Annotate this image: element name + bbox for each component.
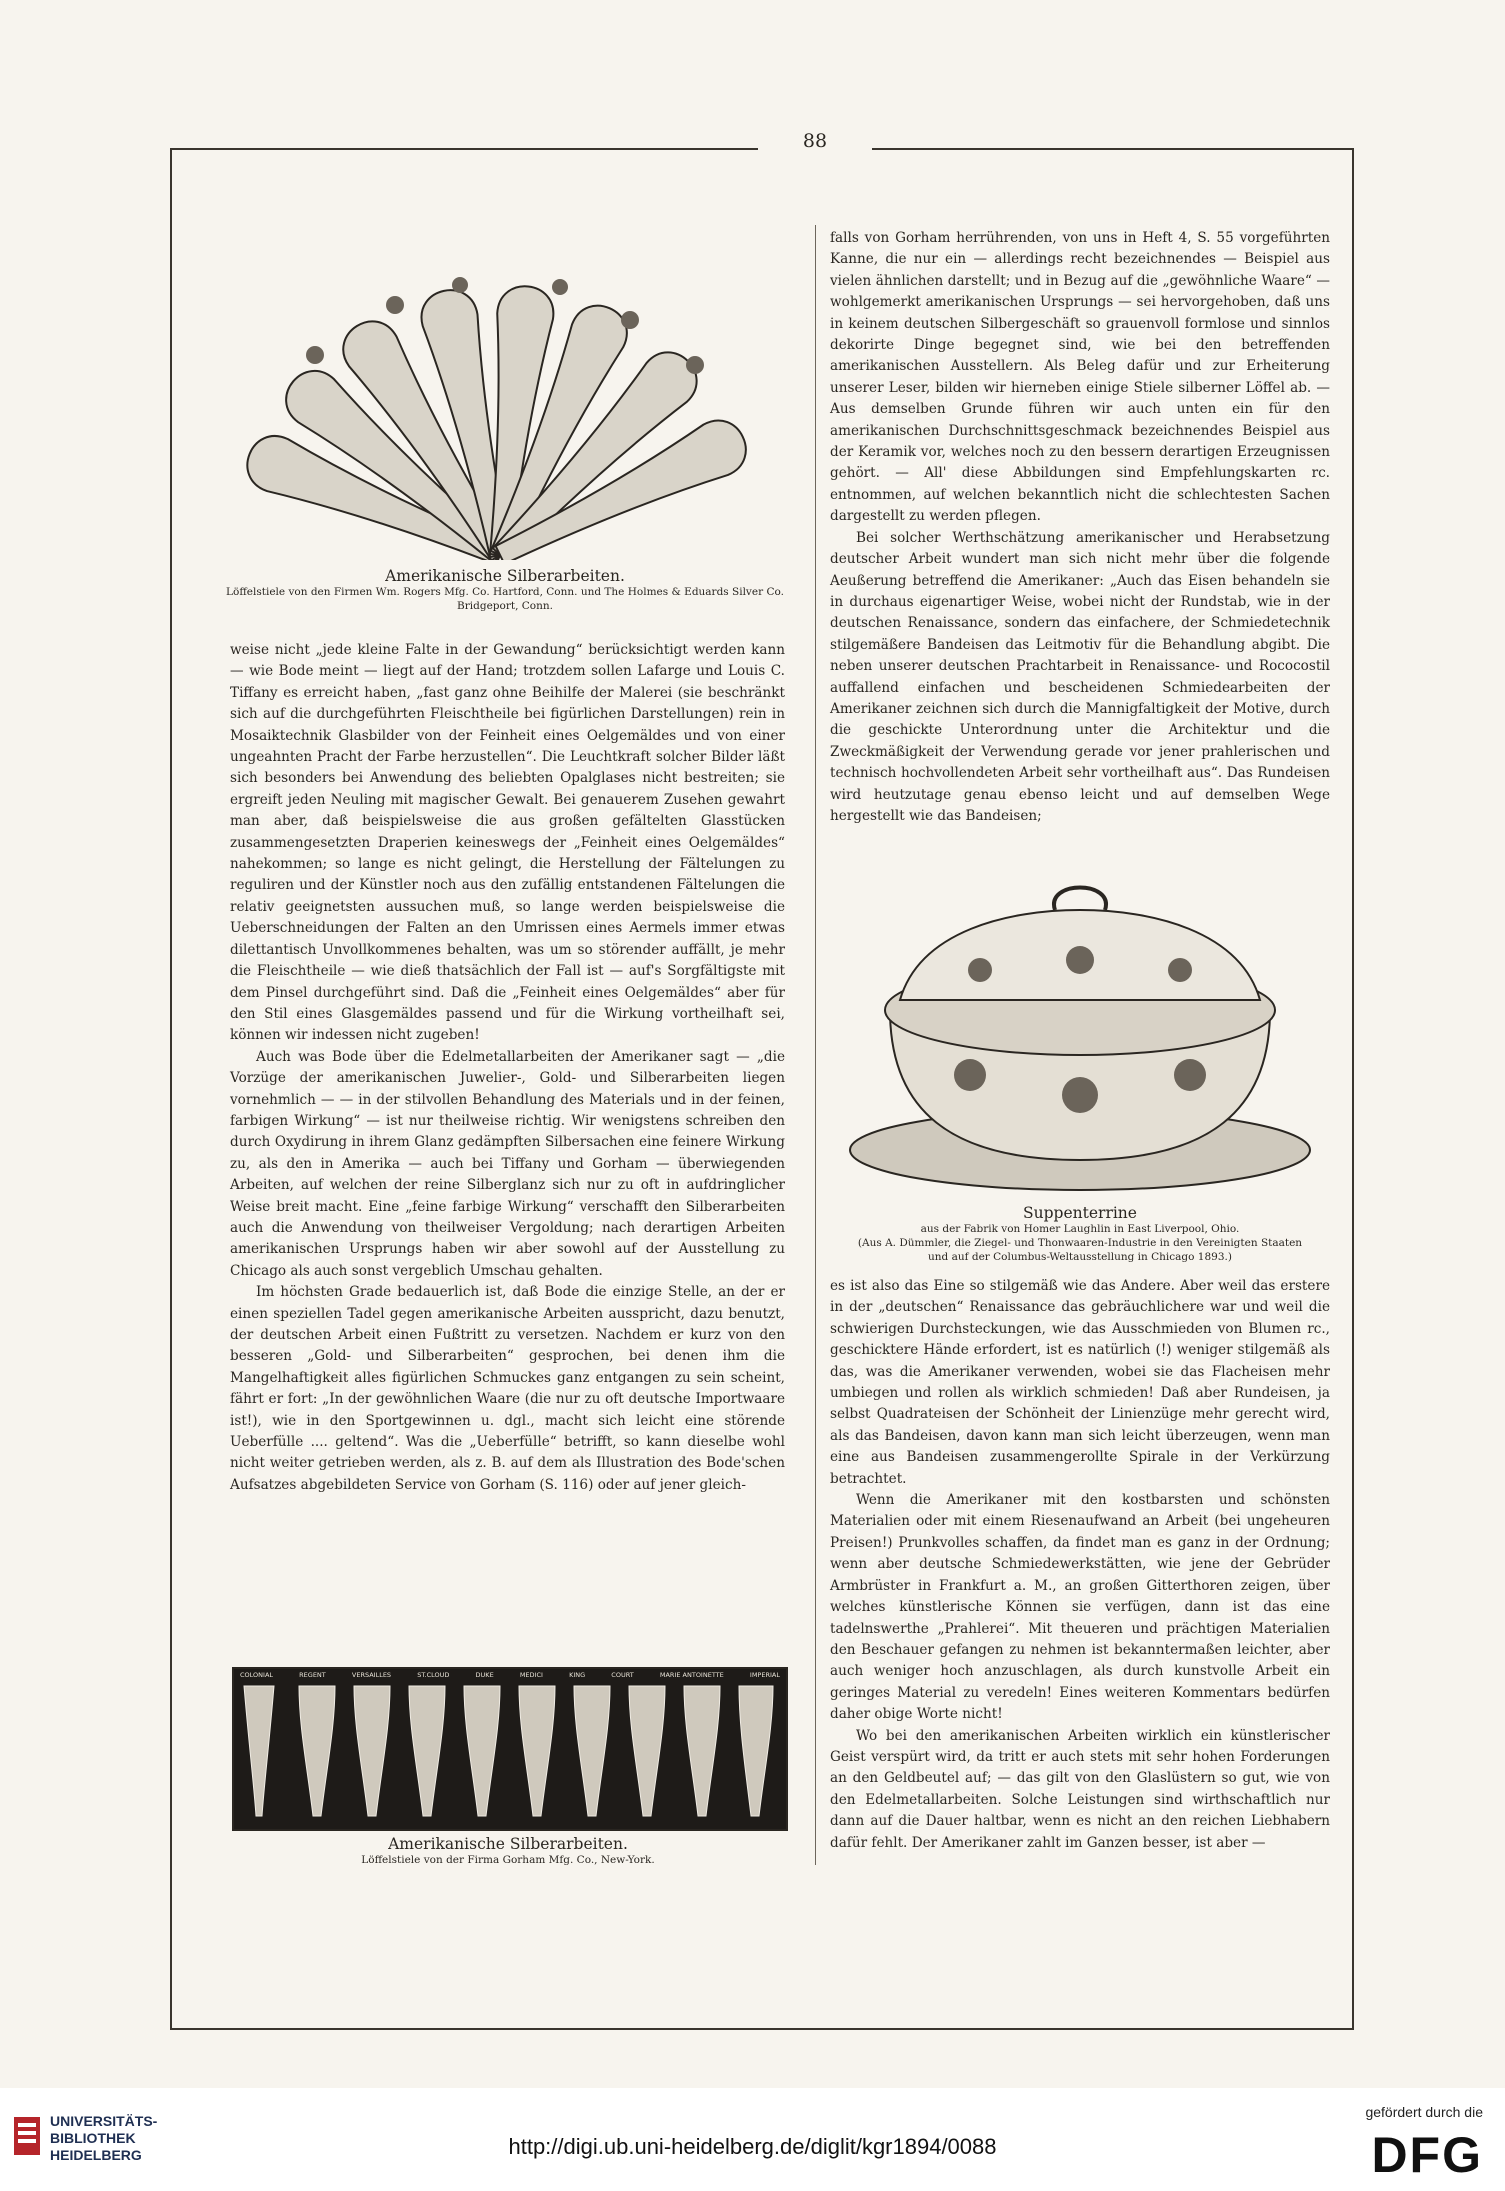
pattern-label: DUKE [475, 1671, 494, 1679]
paragraph: Auch was Bode über die Edelmetallarbeiten der Amerikaner sagt — „die Vorzüge der amerikanischen Juwelier-, Gold- und Silberarbeiten liegen vornehmlich — — in der stilvollen Behandlung des Materials und in der feinen, farbigen Wirkung“ — ist nur theilweise richtig. Wir wenigstens schreiben den durch Oxydirung in ihrem Glanz gedämpften Silbersachen eine feinere Wirkung zu, als den in Amerika — auch bei Tiffany und Gorham — überwiegenden Arbeiten, auf welchen der reine Silberglanz sich nur zu oft in aufdringlicher Weise breit macht. Eine „feine farbige Wirkung“ verschafft den Silberarbeiten auch die Anwendung von theilweiser Vergoldung; nach derartigen Arbeiten amerikanischen Ursprungs haben wir aber sowohl auf der Ausstellung zu Chicago als auch sonst vergeblich Umschau gehalten. [230, 1048, 785, 1279]
library-name-line: UNIVERSITÄTS- [50, 2113, 158, 2129]
figure-caption-tureen [830, 1205, 1330, 1264]
pattern-label: MEDICI [519, 1671, 543, 1679]
left-column-text [230, 640, 785, 1496]
caption-line: und auf der Columbus-Weltausstellung in Chicago 1893.) [928, 1251, 1232, 1263]
spoon-handles-illustration [200, 225, 800, 560]
pattern-label: ST.CLOUD [417, 1671, 450, 1679]
figure-subtitle: Löffelstiele von den Firmen Wm. Rogers Mfg. Co. Hartford, Conn. und The Holmes & Eduards Silver Co. Bridgeport, Conn. [226, 586, 784, 612]
paragraph: es ist also das Eine so stilgemäß wie das Andere. Aber weil das erstere in der „deutschen“ Renaissance das gebräuchlichere war und weil die schwierigen Durchsteckungen, wie das Ausschmieden von Blumen rc., geschicktere Hände erfordert, ist es natürlich (!) weniger stilgemäß als das, was die Amerikaner verwenden, wobei sie das Flacheisen mehr umbiegen und rollen als wirklich schmieden! Daß aber Rundeisen, ja selbst Quadrateisen der Schönheit der Linienzüge mehr gerecht wird, als das Bandeisen, davon kann man sich leicht überzeugen, wenn man eine aus Bandeisen zusammengerollte Spirale in der Verkürzung betrachtet. [830, 1278, 1330, 1487]
pattern-label: KING [569, 1671, 586, 1679]
caption-line: aus der Fabrik von Homer Laughlin in East Liverpool, Ohio. [920, 1223, 1240, 1235]
figure-caption-spoons [225, 568, 785, 613]
page-number: 88 [802, 130, 828, 152]
pattern-label: COURT [611, 1671, 634, 1679]
pattern-labels [234, 1669, 786, 1681]
gorham-spoons-illustration [232, 1667, 788, 1831]
paragraph: falls von Gorham herrührenden, von uns in Heft 4, S. 55 vorgeführten Kanne, die nur ein — allerdings recht bezeichnendes — Beispiel aus vielen ähnlichen darstellt; und in Bezug auf die „gewöhnliche Waare“ — wohlgemerkt amerikanischen Ursprungs — sei hervorgehoben, daß uns in keinem deutschen Silbergeschäft so grauenvoll formlose und sinnlos dekorirte Dinge begegnet sind, wie bei den betreffenden amerikanischen Ausstellern. Als Beleg dafür und zur Erheiterung unserer Leser, bilden wir hierneben einige Stiele silberner Löffel ab. — Aus demselben Grunde führen wir auch unten ein für den amerikanischen Durchschnittsgeschmack bezeichnendes Beispiel aus der Keramik vor, welches noch zu den bessern derartigen Erzeugnissen gehört. — All' diese Abbildungen sind Empfehlungskarten rc. entnommen, auf welchen bekanntlich nicht die schlechtesten Sachen dargestellt zu werden pflegen. [830, 230, 1330, 525]
right-column-text-top [830, 228, 1330, 827]
funding-note: gefördert durch die [1365, 2104, 1483, 2120]
pattern-label: VERSAILLES [351, 1671, 392, 1679]
library-name-line: BIBLIOTHEK [50, 2130, 136, 2146]
pattern-label: IMPERIAL [749, 1671, 780, 1679]
library-name-line: HEIDELBERG [50, 2147, 142, 2163]
caption-line: (Aus A. Dümmler, die Ziegel- und Thonwaaren-Industrie in den Vereinigten Staaten [857, 1237, 1303, 1249]
paragraph: weise nicht „jede kleine Falte in der Gewandung“ berücksichtigt werden kann — wie Bode meint — liegt auf der Hand; trotzdem sollen Lafarge und Louis C. Tiffany es erreicht haben, „fast ganz ohne Beihilfe der Malerei (sie beschränkt sich auf die durchgeführten Fleischtheile bei figürlichen Darstellungen) rein in Mosaiktechnik Glasbilder von der Feinheit eines Oelgemäldes und von einer ungeahnten Pracht der Farbe herzustellen“. Die Leuchtkraft solcher Bilder läßt sich besonders bei Anwendung des beliebten Opalglases nicht bestreiten; sie ergreift jeden Neuling mit magischer Gewalt. Bei genauerem Zusehen gewahrt man aber, daß beispielsweise die aus großen gefältelten Glasstücken zusammengesetzten Draperien keineswegs der „Feinheit eines Oelgemäldes“ nahekommen; so lange es nicht gelingt, die Herstellung der Fältelungen zu reguliren und der Künstler noch aus den zufällig entstandenen Fältelungen die relativ geeignetsten aussuchen muß, so lange werden beispielsweise die Ueberschneidungen der Falten an den Umrissen eines Aermels immer etwas dilettantisch Unvollkommenes behalten, was um so störender auffällt, je mehr die Fleischtheile — wie dieß thatsächlich der Fall ist — auf's Sorgfältigste mit dem Pinsel durchgeführt sind. Daß die „Feinheit eines Oelgemäldes“ aber für den Stil eines Glasgemäldes passend und für die Wirkung vortheilhaft sei, können wir indessen nicht zugeben! [230, 642, 785, 1044]
paragraph: Bei solcher Werthschätzung amerikanischer und Herabsetzung deutscher Arbeit wundert man sich nicht mehr über die folgende Aeußerung betreffend die Amerikaner: „Auch das Eisen behandeln sie in durchaus eigenartiger Weise, wobei nicht der Rundstab, wie in der deutschen Renaissance, sondern das einfachere, der Schmiedetechnik stilgemäßere Bandeisen das Leitmotiv für die Behandlung abgibt. Die neben unserer deutschen Prachtarbeit in Renaissance- und Rococostil auffallend einfachen und bescheidenen Schmiedearbeiten der Amerikaner zeichnen sich durch die Mannigfaltigkeit der Motive, durch die geschickte Unterordnung unter die Architektur und die Zweckmäßigkeit der Verwendung gerade vor jener prahlerischen und technisch hochvollendeten Arbeit sehr vortheilhaft aus“. Das Rundeisen wird heutzutage genau ebenso leicht und auf demselben Wege hergestellt wie das Bandeisen; [830, 529, 1330, 824]
permalink-url[interactable]: http://digi.ub.uni-heidelberg.de/diglit/kgr1894/0088 [508, 2134, 997, 2159]
paragraph: Wenn die Amerikaner mit den kostbarsten und schönsten Materialien oder mit einem Riesenaufwand an Arbeit (bei ungeheuren Preisen!) Prunkvolles schaffen, da findet man es ganz in der Ordnung; wenn aber deutsche Schmiedewerkstätten, wie jene der Gebrüder Armbrüster in Frankfurt a. M., an großen Gitterthoren zeigen, über welches künstlerische Können sie verfügen, dann ist das eine tadelnswerthe „Prahlerei“. Mit theueren und prächtigen Materialien den Beschauer gefangen zu nehmen ist bekanntermaßen leichter, aber auch weniger hoch anzuschlagen, als durch kunstvolle Arbeit ein geringes Material zu veredeln! Eines weiteren Kommentars bedürfen daher obige Worte nicht! [830, 1492, 1330, 1723]
pattern-label: REGENT [299, 1671, 326, 1679]
right-column-text-bottom [830, 1276, 1330, 1854]
dfg-logo[interactable]: DFG [1371, 2127, 1483, 2183]
pattern-label: COLONIAL [240, 1671, 274, 1679]
figure-title: Amerikanische Silberarbeiten. [388, 1835, 628, 1853]
soup-tureen-illustration [830, 860, 1330, 1200]
figure-title: Suppenterrine [1023, 1204, 1137, 1222]
column-separator [815, 225, 816, 1865]
pattern-label: MARIE ANTOINETTE [659, 1671, 724, 1679]
figure-caption-gorham [232, 1836, 784, 1867]
spoon-row-drawing [234, 1681, 782, 1821]
paragraph: Wo bei den amerikanischen Arbeiten wirklich ein künstlerischer Geist verspürt wird, da tritt er auch stets mit sehr hohen Forderungen an den Geldbeutel auf; — das gilt von den Glaslüstern so gut, wie von den Edelmetallarbeiten. Solche Leistungen sind wirthschaftlich nur dann auf die Dauer haltbar, wenn es nicht an den reichen Liebhabern dafür fehlt. Der Amerikaner zahlt im Ganzen besser, ist aber — [830, 1727, 1330, 1851]
figure-subtitle: Löffelstiele von der Firma Gorham Mfg. Co., New-York. [361, 1854, 655, 1866]
figure-title: Amerikanische Silberarbeiten. [385, 567, 625, 585]
paragraph: Im höchsten Grade bedauerlich ist, daß Bode die einzige Stelle, an der er einen speziellen Tadel gegen amerikanische Arbeiten ausspricht, dazu benutzt, der deutschen Arbeit einen Fußtritt zu versetzen. Nachdem er kurz von den besseren „Gold- und Silberarbeiten“ gesprochen, bei denen ihm die Mangelhaftigkeit alles figürlichen Schmuckes ganz entgangen zu sein scheint, fährt er fort: „In der gewöhnlichen Waare (die nur zu oft deutsche Importwaare ist!), wie in den Sportgewinnen u. dgl., macht sich leicht eine störende Ueberfülle .... geltend“. Was die „Ueberfülle“ betrifft, so kann dieselbe wohl nicht weiter getrieben werden, als z. B. auf dem als Illustration des Bode'schen Aufsatzes abgebildeten Service von Gorham (S. 116) oder auf jener gleich- [230, 1284, 785, 1493]
